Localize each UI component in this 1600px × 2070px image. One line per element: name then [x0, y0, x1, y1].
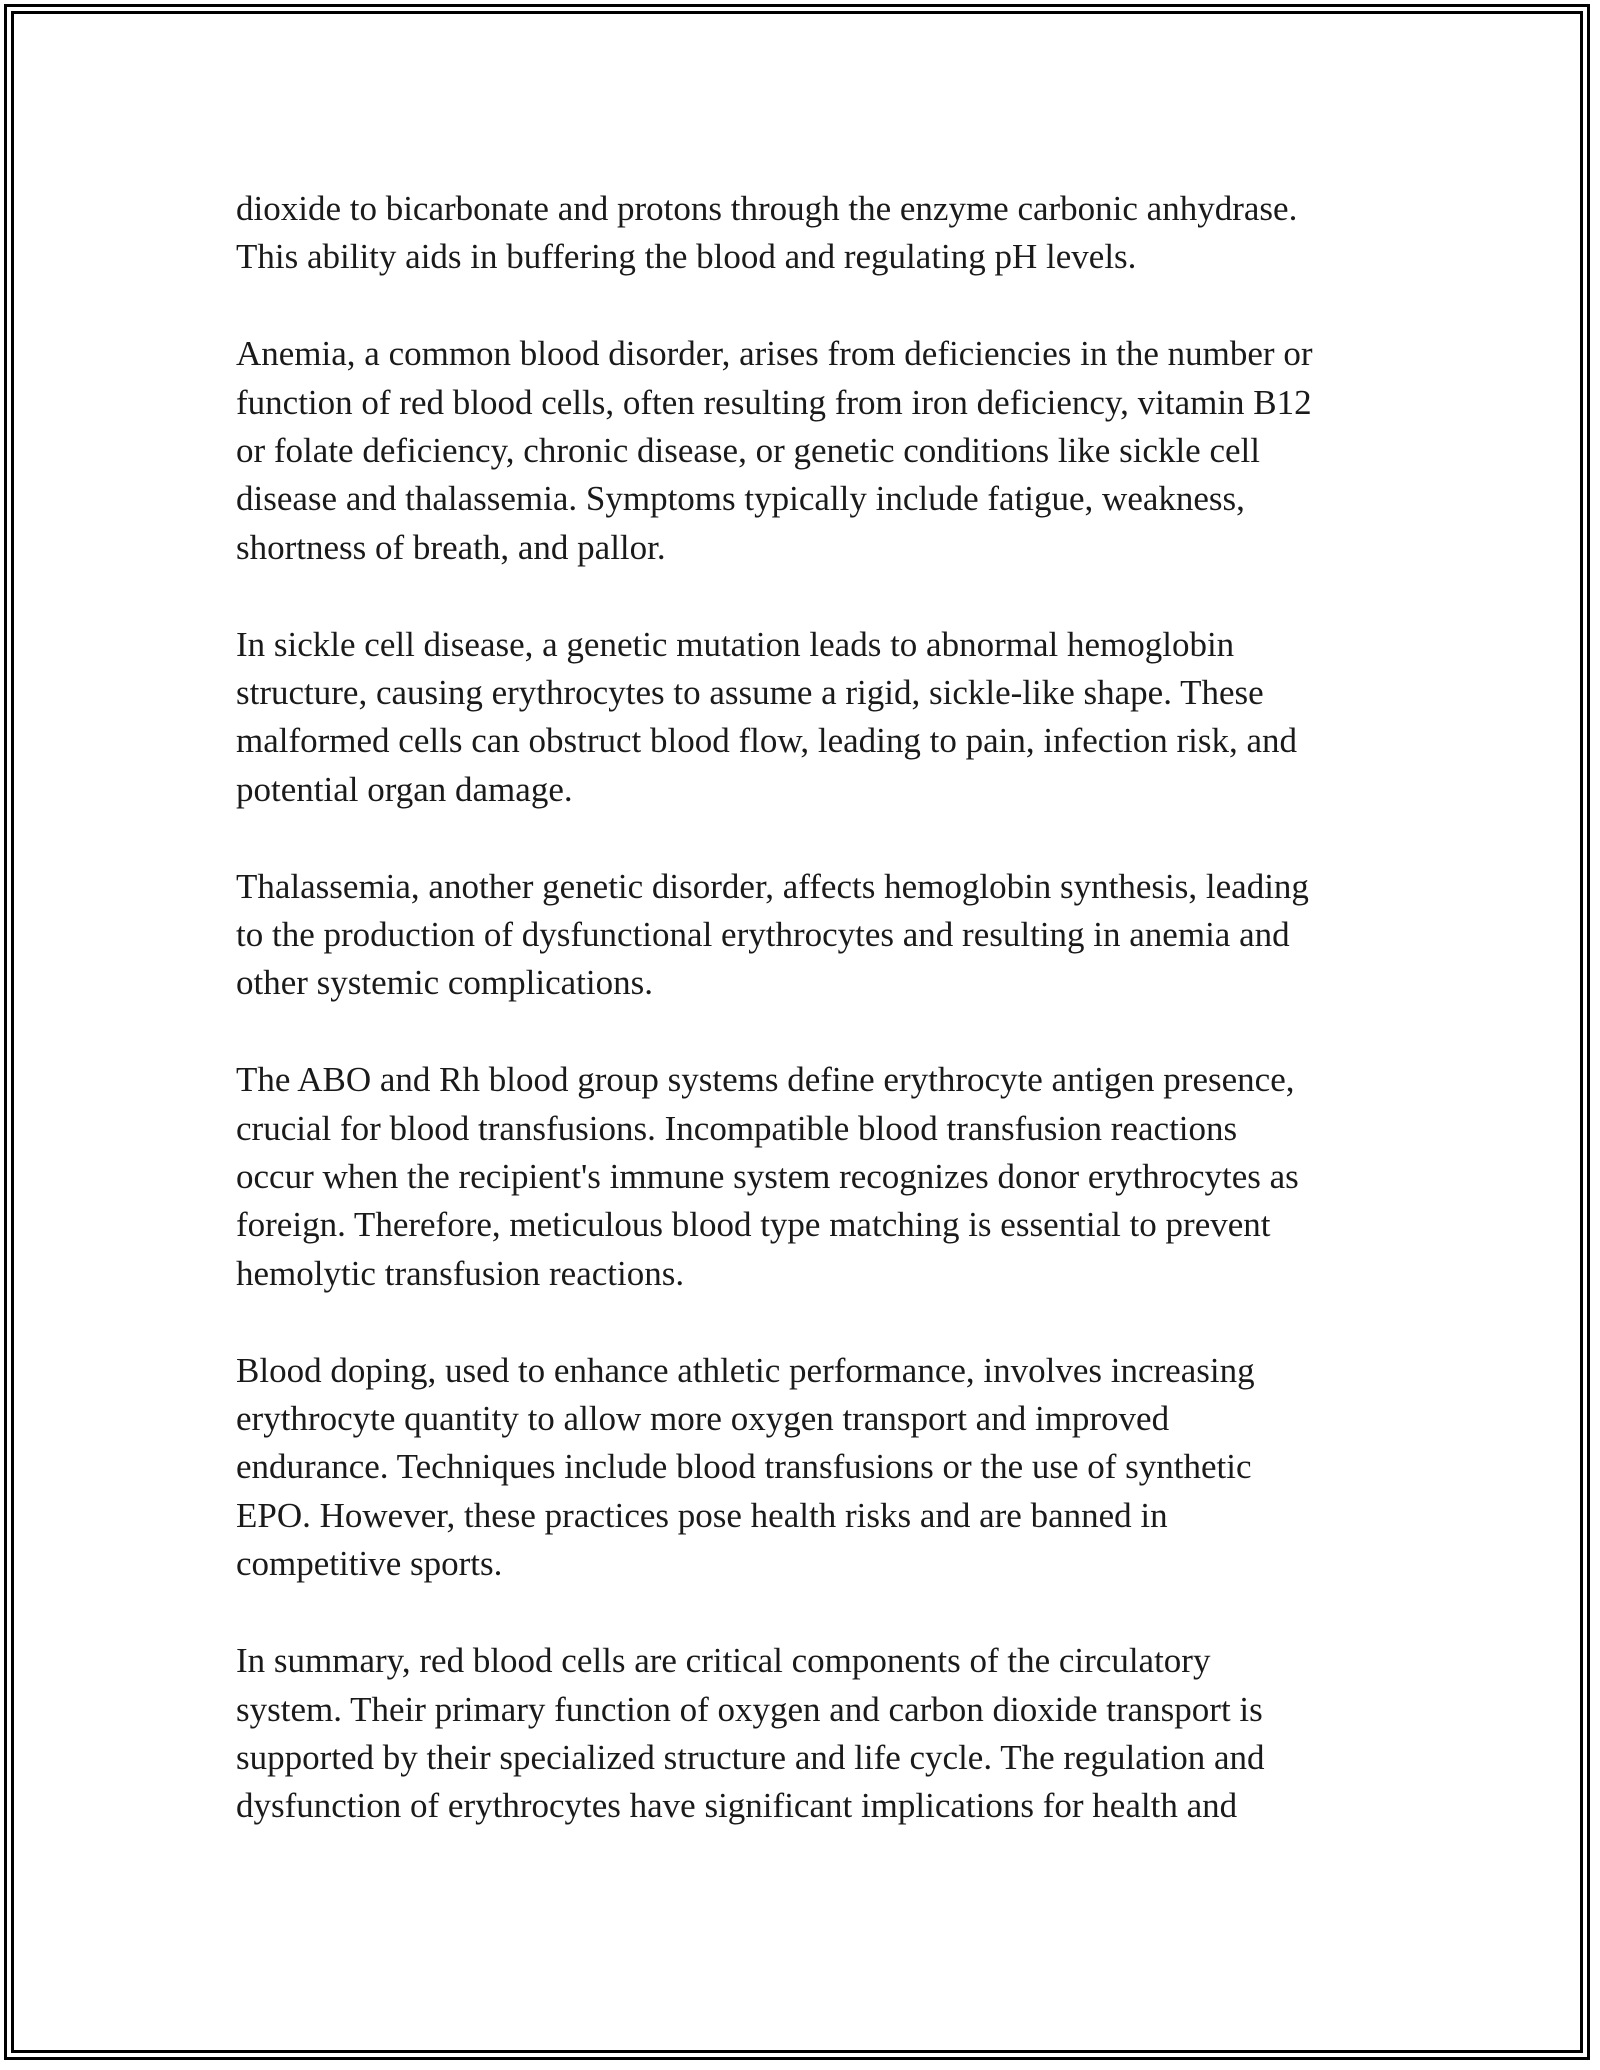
- text-line: This ability aids in buffering the blood and regulating pH levels.: [236, 237, 1137, 277]
- text-line: or folate deficiency, chronic disease, or genetic conditions like sickle cell: [236, 431, 1260, 471]
- paragraph-thalassemia: [236, 863, 1396, 1008]
- paragraph-sickle-cell: [236, 621, 1396, 815]
- paragraph-summary: [236, 1637, 1396, 1831]
- text-line: endurance. Techniques include blood transfusions or the use of synthetic: [236, 1447, 1252, 1487]
- text-line: In summary, red blood cells are critical components of the circulatory: [236, 1641, 1211, 1681]
- text-line: Blood doping, used to enhance athletic performance, involves increasing: [236, 1350, 1255, 1390]
- text-line: hemolytic transfusion reactions.: [236, 1253, 685, 1293]
- text-line: structure, causing erythrocytes to assume a rigid, sickle-like shape. These: [236, 673, 1264, 713]
- text-line: Anemia, a common blood disorder, arises from deficiencies in the number or: [236, 334, 1313, 374]
- text-line: erythrocyte quantity to allow more oxygen transport and improved: [236, 1399, 1170, 1439]
- text-line: crucial for blood transfusions. Incompatible blood transfusion reactions: [236, 1108, 1238, 1148]
- text-line: malformed cells can obstruct blood flow, leading to pain, infection risk, and: [236, 721, 1298, 761]
- text-line: occur when the recipient's immune system recognizes donor erythrocytes as: [236, 1157, 1299, 1197]
- text-line: function of red blood cells, often resulting from iron deficiency, vitamin B12: [236, 382, 1312, 422]
- text-line: foreign. Therefore, meticulous blood type matching is essential to prevent: [236, 1205, 1271, 1245]
- text-line: supported by their specialized structure and life cycle. The regulation and: [236, 1737, 1265, 1777]
- text-line: disease and thalassemia. Symptoms typically include fatigue, weakness,: [236, 479, 1245, 519]
- text-line: Thalassemia, another genetic disorder, affects hemoglobin synthesis, leading: [236, 866, 1309, 906]
- text-line: shortness of breath, and pallor.: [236, 527, 666, 567]
- text-line: dysfunction of erythrocytes have significant implications for health and: [236, 1786, 1238, 1826]
- text-line: other systemic complications.: [236, 963, 653, 1003]
- text-line: dioxide to bicarbonate and protons through the enzyme carbonic anhydrase.: [236, 189, 1298, 228]
- text-line: The ABO and Rh blood group systems define erythrocyte antigen presence,: [236, 1060, 1295, 1100]
- paragraph-blood-doping: [236, 1347, 1396, 1589]
- text-line: system. Their primary function of oxygen and carbon dioxide transport is: [236, 1689, 1263, 1729]
- text-line: to the production of dysfunctional erythrocytes and resulting in anemia and: [236, 915, 1290, 955]
- paragraph-blood-groups: [236, 1056, 1396, 1298]
- text-line: potential organ damage.: [236, 769, 573, 809]
- text-line: competitive sports.: [236, 1544, 503, 1584]
- document-body: [236, 185, 1396, 1879]
- text-line: In sickle cell disease, a genetic mutation leads to abnormal hemoglobin: [236, 624, 1235, 664]
- paragraph-carbonic-anhydrase: [236, 185, 1396, 282]
- paragraph-anemia: [236, 330, 1396, 572]
- text-line: EPO. However, these practices pose health risks and are banned in: [236, 1495, 1168, 1535]
